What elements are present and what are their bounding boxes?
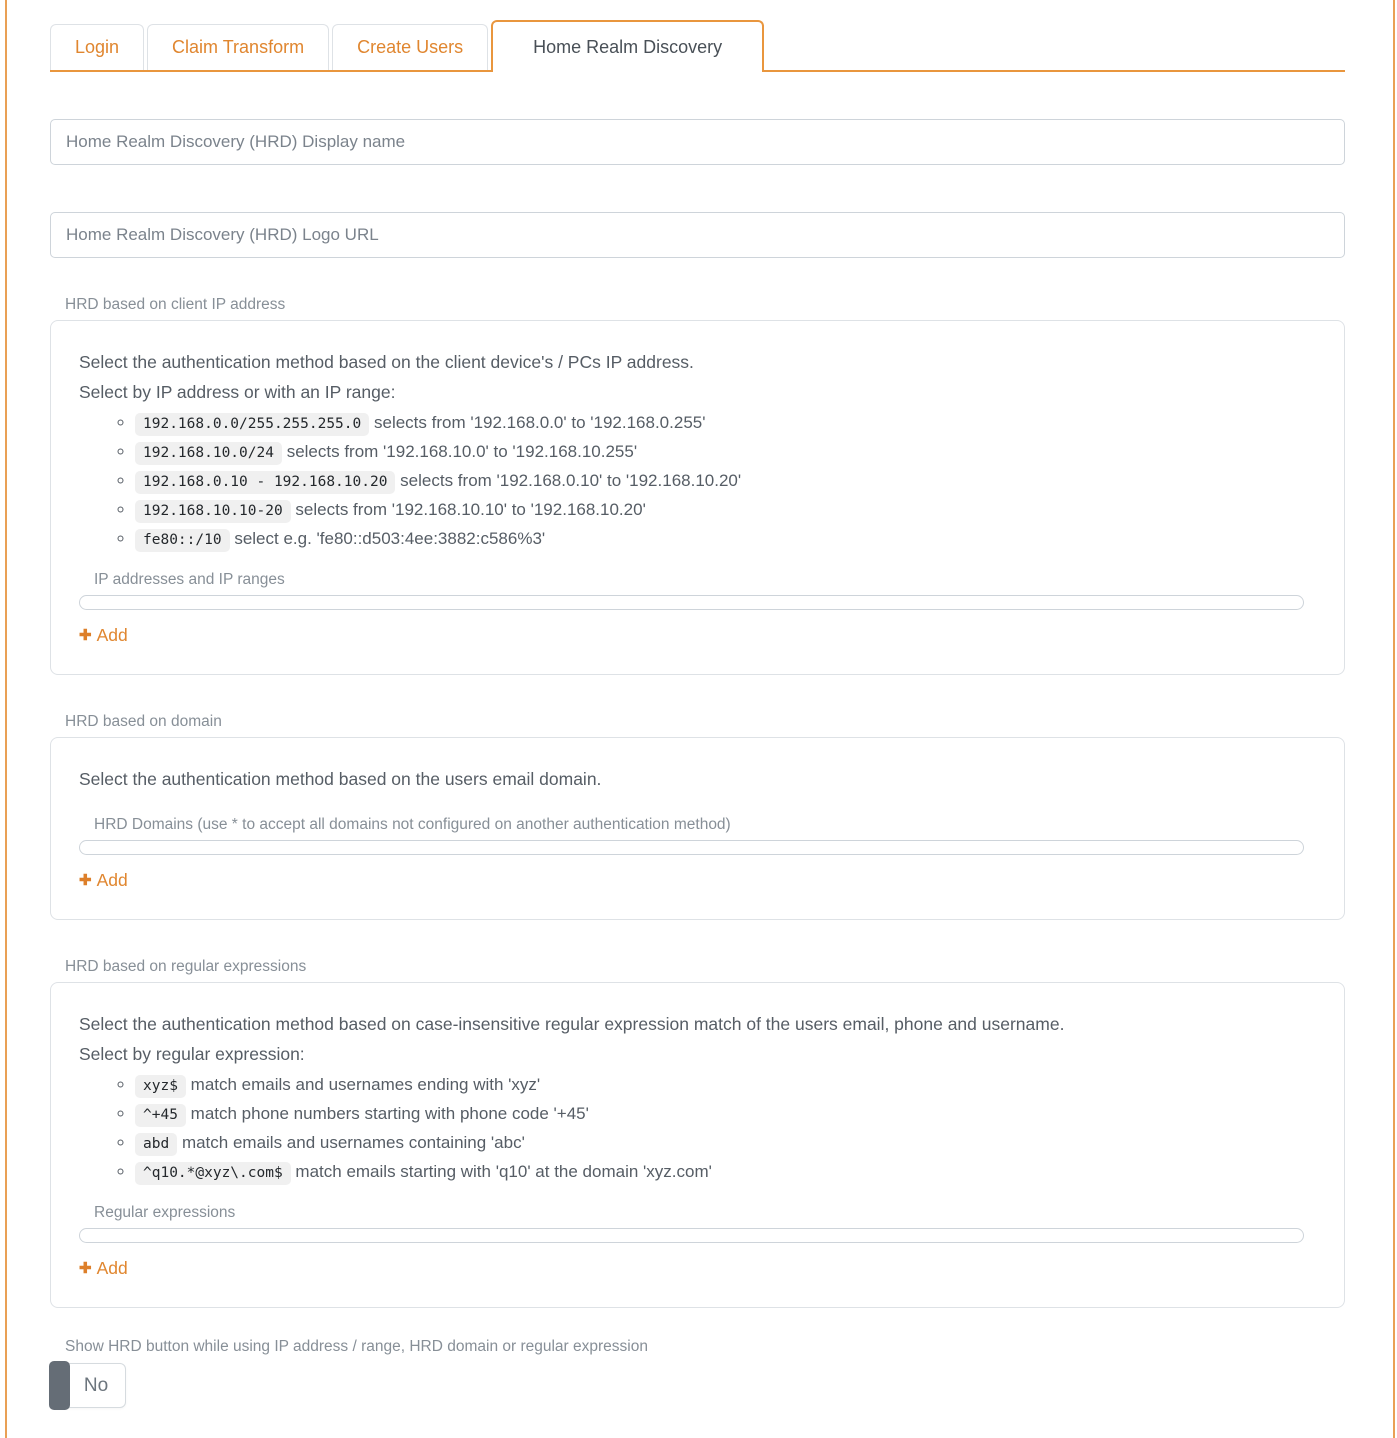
- page-container: [5, 0, 1395, 1438]
- add-ip-range-button[interactable]: [79, 625, 128, 646]
- tab-home-realm-discovery[interactable]: Home Realm Discovery: [491, 20, 764, 72]
- ip-example-text: selects from '192.168.0.10' to '192.168.10.20': [400, 471, 742, 490]
- hrd-domains-input[interactable]: [79, 840, 1304, 855]
- regex-example-text: match emails starting with 'q10' at the domain 'xyz.com': [295, 1162, 712, 1181]
- hrd-display-name-input[interactable]: [50, 119, 1345, 165]
- fieldset-hrd-regex: [50, 982, 1345, 1308]
- hrd-logo-url-input[interactable]: [50, 212, 1345, 258]
- fieldset-hrd-ip: [50, 320, 1345, 675]
- ip-example-code: 192.168.0.10 - 192.168.10.20: [135, 471, 395, 494]
- regex-example-item: [135, 1133, 1316, 1153]
- ip-example-text: selects from '192.168.10.0' to '192.168.10.255': [286, 442, 638, 461]
- add-domain-button[interactable]: [79, 870, 128, 891]
- toggle-value: No: [50, 1363, 126, 1408]
- ip-example-text: select e.g. 'fe80::d503:4ee:3882:c586%3': [234, 529, 546, 548]
- regex-description: Select the authentication method based on case-insensitive regular expression match of the users email, phone and username.: [79, 1014, 1065, 1034]
- add-button-label: Add: [96, 625, 128, 645]
- section-hrd-regex: [50, 958, 1345, 1308]
- regex-example-text: match emails and usernames containing 'abc': [181, 1133, 525, 1152]
- plus-icon: ✚: [79, 627, 92, 644]
- section-label-hrd-ip: HRD based on client IP address: [65, 296, 286, 313]
- ip-example-code: 192.168.10.10-20: [135, 500, 291, 523]
- ip-sub-description: Select by IP address or with an IP range:: [79, 382, 396, 402]
- regex-example-code: ^q10.*@xyz\.com$: [135, 1162, 291, 1185]
- section-hrd-domain: [50, 713, 1345, 920]
- hrd-domains-field-label: HRD Domains (use * to accept all domains not configured on another authentication method): [94, 816, 731, 833]
- plus-icon: ✚: [79, 1260, 92, 1277]
- tab-bar: [50, 20, 1345, 72]
- regex-example-code: xyz$: [135, 1075, 186, 1098]
- add-button-label: Add: [96, 870, 128, 890]
- ip-example-code: fe80::/10: [135, 529, 230, 552]
- ip-example-item: [135, 529, 1316, 549]
- regex-example-text: match phone numbers starting with phone code '+45': [190, 1104, 589, 1123]
- section-label-hrd-domain: HRD based on domain: [65, 713, 222, 730]
- ip-example-item: [135, 413, 1316, 433]
- ip-example-list: [135, 413, 1316, 549]
- ip-ranges-field-label: IP addresses and IP ranges: [94, 571, 285, 588]
- tab-create-users[interactable]: Create Users: [332, 24, 488, 70]
- section-label-hrd-regex: HRD based on regular expressions: [65, 958, 307, 975]
- domain-description: Select the authentication method based on the users email domain.: [79, 769, 602, 789]
- hrd-button-toggle-label: Show HRD button while using IP address / range, HRD domain or regular expression: [65, 1338, 648, 1355]
- section-hrd-ip: [50, 296, 1345, 675]
- fieldset-hrd-domain: [50, 737, 1345, 920]
- regex-example-item: [135, 1104, 1316, 1124]
- ip-example-code: 192.168.10.0/24: [135, 442, 282, 465]
- regex-example-text: match emails and usernames ending with 'xyz': [190, 1075, 541, 1094]
- regex-example-item: [135, 1075, 1316, 1095]
- add-regex-button[interactable]: [79, 1258, 128, 1279]
- ip-ranges-input[interactable]: [79, 595, 1304, 610]
- regex-example-code: ^+45: [135, 1104, 186, 1127]
- regex-example-list: [135, 1075, 1316, 1182]
- ip-example-item: [135, 442, 1316, 462]
- ip-example-item: [135, 500, 1316, 520]
- toggle-handle-icon: [49, 1361, 70, 1410]
- regex-example-item: [135, 1162, 1316, 1182]
- add-button-label: Add: [96, 1258, 128, 1278]
- regex-input[interactable]: [79, 1228, 1304, 1243]
- regex-sub-description: Select by regular expression:: [79, 1044, 305, 1064]
- tab-claim-transform[interactable]: Claim Transform: [147, 24, 329, 70]
- regex-example-code: abd: [135, 1133, 177, 1156]
- ip-example-text: selects from '192.168.10.10' to '192.168.10.20': [295, 500, 646, 519]
- hrd-button-toggle-row: [50, 1338, 1345, 1408]
- plus-icon: ✚: [79, 872, 92, 889]
- tab-login[interactable]: Login: [50, 24, 144, 70]
- regex-field-label: Regular expressions: [94, 1204, 236, 1221]
- ip-description: Select the authentication method based on the client device's / PCs IP address.: [79, 352, 694, 372]
- hrd-button-toggle[interactable]: [50, 1363, 126, 1408]
- ip-example-code: 192.168.0.0/255.255.255.0: [135, 413, 369, 436]
- ip-example-text: selects from '192.168.0.0' to '192.168.0.255': [373, 413, 706, 432]
- ip-example-item: [135, 471, 1316, 491]
